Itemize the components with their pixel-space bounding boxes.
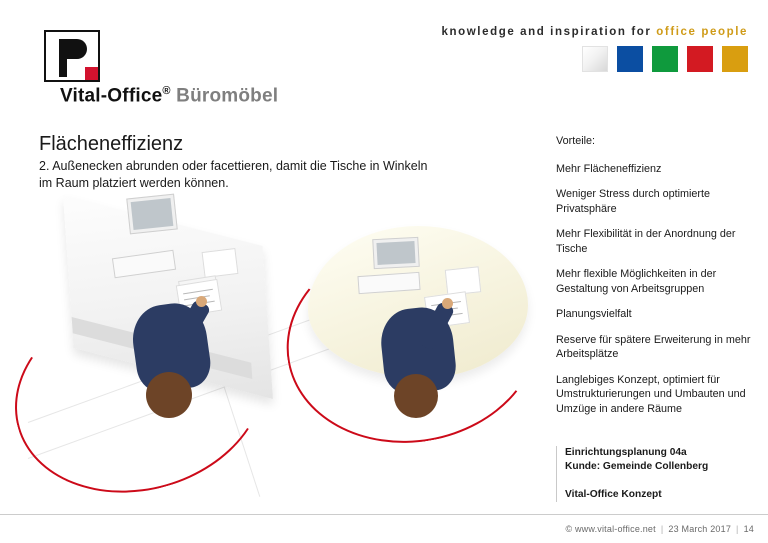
tagline-main-text: knowledge and inspiration for [441, 26, 657, 38]
logo-wordmark [60, 85, 278, 107]
logo-registered-mark: ® [162, 85, 171, 97]
page-header [0, 0, 768, 107]
footer-copyright: © www.vital-office.net [565, 524, 656, 534]
benefits-list [556, 134, 752, 427]
document-left-a [202, 248, 239, 278]
header-tagline [442, 26, 749, 38]
tagline-accent-text: office people [656, 26, 748, 38]
project-plan-line: Einrichtungsplanung 04a [565, 447, 687, 458]
project-client-line: Kunde: Gemeinde Collenberg [565, 461, 709, 472]
logo-red-square-shape [85, 67, 98, 80]
list-item: Reserve für spätere Erweiterung in mehr Arbeitsplätze [556, 333, 751, 360]
brand-color-swatches [582, 46, 748, 72]
logo-bowl-shape [67, 39, 87, 59]
footer-separator: | [660, 524, 664, 534]
footer-separator: | [736, 524, 739, 534]
swatch-white [582, 46, 608, 72]
project-concept-line: Vital-Office Konzept [565, 489, 662, 500]
workplace-illustration [28, 186, 548, 486]
list-item: Langlebiges Konzept, optimiert für Umstrukturierungen und Umbauten und Umzüge in andere Räume [556, 373, 746, 415]
logo-name-text: Vital-Office [60, 85, 163, 107]
spacer [565, 474, 765, 488]
footer-page-number: 14 [743, 524, 754, 534]
footer-meta [565, 524, 754, 534]
swatch-blue [617, 46, 643, 72]
company-logo [44, 30, 279, 107]
list-item: Weniger Stress durch optimierte Privatsphäre [556, 188, 711, 215]
logo-mark-icon [44, 30, 100, 82]
monitor-screen [131, 198, 174, 230]
page-subtitle: 2. Außenecken abrunden oder facettieren, damit die Tische in Winkeln im Raum platziert werden können. [39, 159, 428, 190]
footer-date: 23 March 2017 [668, 524, 732, 534]
swatch-yellow [722, 46, 748, 72]
benefits-heading: Vorteile: [556, 135, 596, 147]
swatch-red [687, 46, 713, 72]
swatch-green [652, 46, 678, 72]
logo-stem-shape [59, 39, 67, 77]
project-info [556, 446, 765, 502]
page-title: Flächeneffizienz [39, 133, 184, 155]
list-item: Mehr Flexibilität in der Anordnung der Tische [556, 228, 736, 255]
list-item: Planungsvielfalt [556, 308, 632, 320]
logo-subtitle-text: Büromöbel [170, 85, 279, 107]
list-item: Mehr Flächeneffizienz [556, 162, 662, 175]
footer-divider [0, 514, 768, 515]
list-item: Mehr flexible Möglichkeiten in der Gestaltung von Arbeitsgruppen [556, 268, 717, 295]
monitor-left [126, 194, 178, 235]
